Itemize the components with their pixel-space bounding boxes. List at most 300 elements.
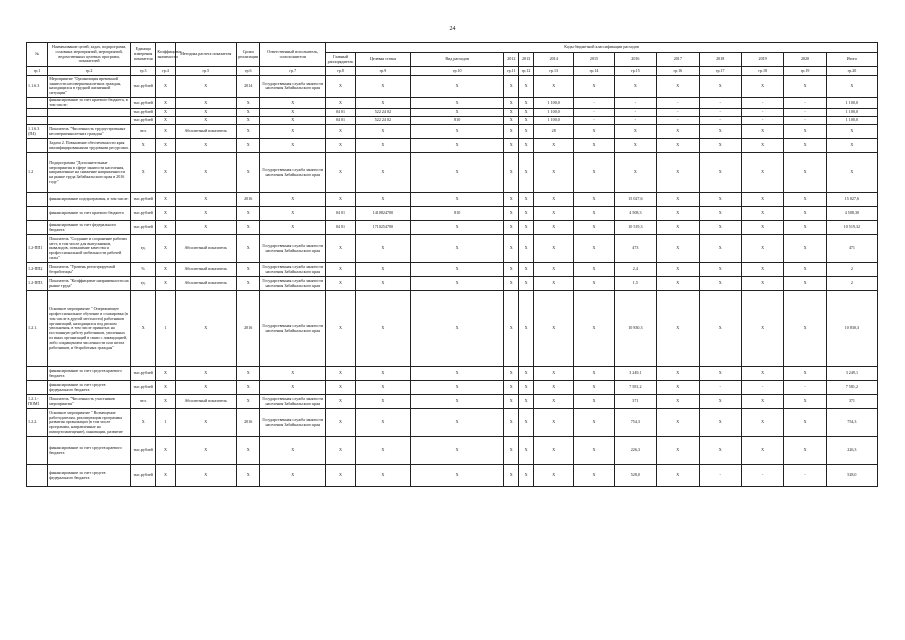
table-cell: 1.2.1.-ПОМ1 [27, 395, 48, 409]
table-cell: Х [237, 465, 260, 487]
table-cell: 04 01 [326, 109, 356, 117]
table-cell: Х [504, 263, 519, 277]
table-cell: 528,0 [826, 465, 877, 487]
table-cell: Х [326, 465, 356, 487]
table-cell: Х [519, 235, 534, 263]
table-cell: Х [657, 221, 699, 235]
table-cell: Х [741, 153, 783, 193]
table-cell: - [699, 117, 741, 125]
table-cell: Х [156, 76, 175, 97]
table-cell: 226,3 [826, 437, 877, 465]
table-cell: Х [156, 117, 175, 125]
table-cell: 1 100,0 [826, 97, 877, 109]
table-cell: Х [699, 277, 741, 291]
table-cell: Х [657, 76, 699, 97]
table-cell: Показатель "Уровень регистрируемой безработицы" [48, 263, 131, 277]
table-cell: Х [410, 235, 503, 263]
table-cell: 2 [826, 263, 877, 277]
table-cell: Х [410, 437, 503, 465]
table-cell: - [657, 109, 699, 117]
table-cell: Х [355, 76, 410, 97]
table-cell: - [614, 117, 656, 125]
table-cell: ед. [130, 235, 155, 263]
table-cell: 1.2.1. [27, 291, 48, 367]
table-cell: Х [574, 125, 614, 139]
table-cell: 1.2.2. [27, 409, 48, 437]
table-cell [27, 465, 48, 487]
column-number: гр.6 [237, 67, 260, 76]
table-cell: Х [534, 263, 574, 277]
table-cell: - [574, 117, 614, 125]
table-cell: финансирование за счет краевого бюджета [48, 207, 131, 221]
header-year-2019: 2019 [741, 53, 783, 67]
table-cell: 810 [410, 207, 503, 221]
table-cell: Х [741, 277, 783, 291]
table-row [27, 153, 878, 193]
table-cell: Х [784, 437, 826, 465]
table-cell: 1410824700 [355, 207, 410, 221]
table-cell: - [699, 97, 741, 109]
header-target-article: Целевая статья [355, 53, 410, 67]
table-cell: Х [504, 139, 519, 153]
table-cell: Х [741, 207, 783, 221]
table-cell: 4 508,3 [614, 207, 656, 221]
table-cell: 7 581,2 [826, 381, 877, 395]
table-cell: Х [156, 139, 175, 153]
table-cell: Х [355, 277, 410, 291]
table-cell: Х [410, 277, 503, 291]
header-main-manager: Главный распорядитель [326, 53, 356, 67]
table-cell: Х [657, 125, 699, 139]
table-cell [27, 367, 48, 381]
table-cell: Х [519, 153, 534, 193]
table-cell: финансирование за счет средств федерального бюджета [48, 381, 131, 395]
table-cell: Х [504, 465, 519, 487]
table-cell: Х [410, 395, 503, 409]
table-row [27, 277, 878, 291]
table-cell: Х [156, 235, 175, 263]
column-number: гр.10 [410, 67, 503, 76]
table-cell: тыс.рублей [130, 97, 155, 109]
column-number: гр.19 [784, 67, 826, 76]
table-cell: Х [614, 125, 656, 139]
table-cell: Х [699, 409, 741, 437]
table-cell: Х [657, 277, 699, 291]
table-cell: Х [326, 291, 356, 367]
table-cell: Х [519, 437, 534, 465]
table-cell: Государственная служба занятости населения Забайкальского края [260, 395, 326, 409]
table-cell: Х [504, 437, 519, 465]
table-cell: Показатель "Создание и сохранение рабочих мест, в том числе для выпускников, инвалидов, повышение качества и профессиональной мобильности рабочей силы" [48, 235, 131, 263]
table-cell: Х [574, 235, 614, 263]
table-cell: Х [699, 291, 741, 367]
table-cell: 15 027,6 [826, 193, 877, 207]
column-number: гр.17 [699, 67, 741, 76]
table-row [27, 465, 878, 487]
header-name: Наименование целей, задач, подпрограмм, основных мероприятий, мероприятий, ведомственных целевых программ, показателей [48, 43, 131, 67]
table-cell: 810 [410, 117, 503, 125]
table-cell [27, 109, 48, 117]
table-cell: Х [534, 139, 574, 153]
table-cell: Х [355, 395, 410, 409]
table-cell: Х [519, 277, 534, 291]
table-cell: Х [260, 193, 326, 207]
table-cell: Х [410, 97, 503, 109]
header-total: Итого [826, 53, 877, 67]
table-cell: Х [784, 277, 826, 291]
table-cell: Х [534, 367, 574, 381]
table-cell: Х [355, 381, 410, 395]
table-cell: Х [326, 76, 356, 97]
table-cell: Х [574, 221, 614, 235]
table-cell: 1710254700 [355, 221, 410, 235]
column-number: гр.13 [534, 67, 574, 76]
table-cell: Х [410, 409, 503, 437]
table-cell: Х [260, 465, 326, 487]
table-cell: - [741, 465, 783, 487]
table-cell: Х [156, 395, 175, 409]
table-cell: Х [410, 367, 503, 381]
table-cell: - [784, 97, 826, 109]
table-cell: Х [826, 153, 877, 193]
table-cell: Х [355, 409, 410, 437]
table-cell: Х [175, 465, 237, 487]
table-cell: Государственная служба занятости населения Забайкальского края [260, 291, 326, 367]
table-cell: финансирование за счет краевого бюджета, в том числе: [48, 97, 131, 109]
column-number: гр.14 [574, 67, 614, 76]
table-cell: Х [699, 207, 741, 221]
table-cell: Х [614, 76, 656, 97]
table-cell: Х [237, 437, 260, 465]
table-cell: Х [410, 221, 503, 235]
table-cell: Х [175, 437, 237, 465]
header-year-2018: 2018 [699, 53, 741, 67]
table-row [27, 76, 878, 97]
table-cell: Х [175, 153, 237, 193]
table-cell: Х [741, 395, 783, 409]
table-cell: 2014 [237, 76, 260, 97]
table-cell: Х [574, 153, 614, 193]
header-number: № [27, 43, 48, 67]
table-cell: Х [355, 139, 410, 153]
table-cell: Х [237, 97, 260, 109]
table-cell: Х [657, 437, 699, 465]
table-cell: Х [534, 381, 574, 395]
table-cell: Мероприятие "Организация временной занятости несовершеннолетних граждан, находящихся в трудной жизненной ситуации" [48, 76, 131, 97]
table-cell: Х [504, 125, 519, 139]
table-cell: Х [175, 409, 237, 437]
table-cell: Государственная служба занятости населения Забайкальского края [260, 235, 326, 263]
table-cell: Государственная служба занятости населения Забайкальского края [260, 263, 326, 277]
table-cell: Х [657, 409, 699, 437]
table-cell: Х [355, 125, 410, 139]
header-year-2016: 2016 [614, 53, 656, 67]
table-cell: Х [175, 97, 237, 109]
table-cell: Х [156, 221, 175, 235]
table-cell: 1 [156, 409, 175, 437]
table-cell: Х [699, 437, 741, 465]
table-cell: - [784, 109, 826, 117]
table-cell: - [614, 97, 656, 109]
table-cell: Х [534, 395, 574, 409]
table-cell: 10 830,3 [614, 291, 656, 367]
table-cell: Х [784, 263, 826, 277]
table-cell: Х [784, 139, 826, 153]
table-cell: Х [784, 207, 826, 221]
table-cell: 7 581,2 [614, 381, 656, 395]
table-cell: Х [519, 263, 534, 277]
table-cell: Х [326, 235, 356, 263]
table-cell: Х [657, 193, 699, 207]
table-cell: Х [260, 109, 326, 117]
column-number: гр.16 [657, 67, 699, 76]
table-cell: Х [534, 193, 574, 207]
table-cell [27, 207, 48, 221]
table-cell: Х [175, 291, 237, 367]
table-cell: Х [410, 139, 503, 153]
header-year-2012: 2012 [504, 53, 519, 67]
table-cell: финансирование за счет средств краевого бюджета [48, 367, 131, 381]
table-cell: Х [699, 367, 741, 381]
table-cell: Х [504, 117, 519, 125]
table-cell: 1.1.6.3 [27, 76, 48, 97]
table-row [27, 395, 878, 409]
table-cell: Х [826, 139, 877, 153]
table-cell: Задача 2. Повышение обеспеченности края квалифицированными трудовыми ресурсами. [48, 139, 131, 153]
table-cell: Х [175, 381, 237, 395]
table-cell: Х [826, 125, 877, 139]
table-cell: 754,3 [826, 409, 877, 437]
table-cell: Х [741, 367, 783, 381]
table-cell: финансирование за счет средств краевого бюджета [48, 437, 131, 465]
table-cell: 371 [614, 395, 656, 409]
table-cell: 1.1.6.3 (П4) [27, 125, 48, 139]
table-cell: Х [574, 395, 614, 409]
table-cell: Х [326, 395, 356, 409]
table-cell: Х [699, 263, 741, 277]
table-cell: Х [699, 76, 741, 97]
table-cell: Х [175, 367, 237, 381]
table-cell: 1.2-ПП3 [27, 277, 48, 291]
table-cell: Х [156, 437, 175, 465]
column-number: гр.1 [27, 67, 48, 76]
table-cell: Х [175, 117, 237, 125]
table-cell: Х [410, 291, 503, 367]
table-cell: Х [260, 221, 326, 235]
table-cell: Х [784, 153, 826, 193]
table-cell: Х [519, 465, 534, 487]
table-cell: Х [355, 263, 410, 277]
table-cell: 1 100,0 [534, 97, 574, 109]
table-cell: Х [504, 409, 519, 437]
table-cell: 10 519,32 [826, 221, 877, 235]
table-cell: Х [326, 125, 356, 139]
table-cell: 10 519,3 [614, 221, 656, 235]
table-cell: Х [410, 465, 503, 487]
table-cell: Х [326, 409, 356, 437]
table-cell: Государственная служба занятости населения Забайкальского края [260, 76, 326, 97]
table-cell: Х [410, 153, 503, 193]
table-cell: Х [504, 291, 519, 367]
table-cell: 1 100,0 [534, 109, 574, 117]
table-cell: Х [260, 381, 326, 395]
table-cell: Абсолютный показатель [175, 235, 237, 263]
table-cell [27, 437, 48, 465]
header-year-2015: 2015 [574, 53, 614, 67]
table-cell: Х [534, 207, 574, 221]
table-cell: Х [410, 193, 503, 207]
table-row [27, 437, 878, 465]
table-cell: Х [326, 381, 356, 395]
table-cell: Х [237, 139, 260, 153]
table-cell: Х [741, 291, 783, 367]
table-cell: Х [519, 109, 534, 117]
table-cell: - [657, 97, 699, 109]
table-cell: Х [410, 125, 503, 139]
table-row [27, 263, 878, 277]
table-cell: Х [519, 381, 534, 395]
table-row [27, 139, 878, 153]
table-cell: Х [410, 381, 503, 395]
table-cell: Х [614, 139, 656, 153]
table-cell: 1.2-ПП2 [27, 263, 48, 277]
table-cell: - [614, 109, 656, 117]
table-cell: Абсолютный показатель [175, 277, 237, 291]
header-unit: Единица измерения показателя [130, 43, 155, 67]
table-cell: Х [519, 221, 534, 235]
table-cell: 2,4 [614, 263, 656, 277]
table-cell: - [574, 109, 614, 117]
table-cell: Х [741, 235, 783, 263]
table-cell: Х [355, 367, 410, 381]
table-cell: - [741, 97, 783, 109]
table-cell: Х [657, 465, 699, 487]
table-cell: 2016 [237, 193, 260, 207]
table-cell: 04 01 [326, 117, 356, 125]
column-number: гр.20 [826, 67, 877, 76]
table-cell: Х [826, 76, 877, 97]
table-cell: Х [574, 207, 614, 221]
column-number: гр.11 [504, 67, 519, 76]
table-cell: Х [504, 109, 519, 117]
table-cell: Х [237, 277, 260, 291]
table-cell [48, 109, 131, 117]
table-cell: чел. [130, 395, 155, 409]
table-cell: % [130, 263, 155, 277]
table-cell: Х [657, 153, 699, 193]
table-cell: Х [326, 437, 356, 465]
table-cell: 2016 [237, 409, 260, 437]
column-number: гр.3 [130, 67, 155, 76]
table-cell: тыс.рублей [130, 221, 155, 235]
table-cell [27, 221, 48, 235]
table-cell: 1 100,0 [534, 117, 574, 125]
table-cell: тыс.рублей [130, 381, 155, 395]
page-number: 24 [449, 26, 456, 32]
header-year-2020: 2020 [784, 53, 826, 67]
table-cell: Х [156, 153, 175, 193]
table-cell: Х [534, 235, 574, 263]
table-cell: Х [519, 125, 534, 139]
table-cell: Х [657, 395, 699, 409]
table-cell: Х [260, 139, 326, 153]
column-number: гр.7 [260, 67, 326, 76]
table-cell: Х [130, 291, 155, 367]
table-body [27, 67, 878, 487]
table-cell: - [699, 109, 741, 117]
table-cell: 2 [826, 277, 877, 291]
table-cell: Х [784, 235, 826, 263]
table-cell: Х [519, 395, 534, 409]
table-cell: Х [260, 207, 326, 221]
table-cell: Х [504, 76, 519, 97]
table-cell: Основное мероприятие " Возмещение работодателям, реализующим программы развития организации (в том числе программы, направленные на импортозамещение), инновации, развитие [48, 409, 131, 437]
table-cell: Х [355, 193, 410, 207]
column-number: гр.9 [355, 67, 410, 76]
column-number: гр.15 [614, 67, 656, 76]
table-cell: Х [784, 76, 826, 97]
table-cell: Х [237, 207, 260, 221]
table-cell: Х [326, 263, 356, 277]
table-cell: Х [657, 367, 699, 381]
table-row [27, 125, 878, 139]
table-row [27, 235, 878, 263]
table-cell: 04 01 [326, 221, 356, 235]
table-cell: - [741, 109, 783, 117]
table-cell: Х [130, 153, 155, 193]
table-cell: Х [326, 97, 356, 109]
table-cell: Х [326, 193, 356, 207]
table-cell: 1.2-ПП1 [27, 235, 48, 263]
table-cell: 3 249,1 [614, 367, 656, 381]
table-cell: Х [504, 97, 519, 109]
table-cell: Показатель "Коэффициент напряженности на рынке труда" [48, 277, 131, 291]
table-cell: 2016 [237, 291, 260, 367]
table-row [27, 381, 878, 395]
table-cell: Х [326, 139, 356, 153]
table-cell: - [784, 381, 826, 395]
table-cell: Х [534, 76, 574, 97]
table-cell: 226,3 [614, 437, 656, 465]
table-cell: Х [156, 381, 175, 395]
table-cell: Х [504, 381, 519, 395]
table-cell: Х [237, 117, 260, 125]
header-year-2013: 2013 [519, 53, 534, 67]
column-number: гр.2 [48, 67, 131, 76]
table-cell: Х [260, 97, 326, 109]
table-cell: Х [237, 109, 260, 117]
table-cell: Х [504, 395, 519, 409]
table-cell: Х [657, 207, 699, 221]
table-cell [27, 97, 48, 109]
header-kbk: Коды бюджетной классификации расходов [326, 43, 878, 53]
table-cell: Х [574, 381, 614, 395]
table-cell: Х [130, 139, 155, 153]
table-cell: 471 [826, 235, 877, 263]
column-number: гр.18 [741, 67, 783, 76]
column-number: гр.12 [519, 67, 534, 76]
table-row [27, 97, 878, 109]
header-executor: Ответственный исполнитель, соисполнители [260, 43, 326, 67]
table-cell: Х [574, 437, 614, 465]
budget-table [26, 42, 878, 487]
table-cell: Х [355, 153, 410, 193]
table-cell: финансирование за счет федерального бюджета [48, 221, 131, 235]
table-cell: Х [741, 263, 783, 277]
table-cell: Х [355, 97, 410, 109]
table-cell: Абсолютный показатель [175, 395, 237, 409]
table-cell: - [699, 465, 741, 487]
